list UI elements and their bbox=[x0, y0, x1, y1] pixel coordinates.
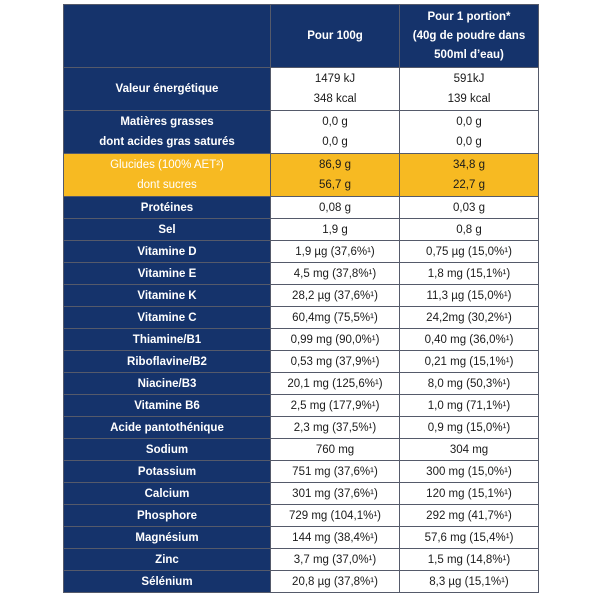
value-per-portion: 139 kcal bbox=[447, 93, 491, 105]
value-per-portion-cell bbox=[400, 549, 539, 571]
value-per-100g-cell bbox=[271, 111, 400, 154]
value-per-portion-cell bbox=[400, 395, 539, 417]
nutrient-label-cell bbox=[64, 197, 271, 219]
table-row bbox=[64, 263, 539, 285]
table-row bbox=[64, 68, 539, 111]
table-row bbox=[64, 483, 539, 505]
nutrient-label: dont acides gras saturés bbox=[99, 136, 235, 148]
value-per-100g-cell bbox=[271, 285, 400, 307]
table-row bbox=[64, 439, 539, 461]
value-per-100g-cell bbox=[271, 549, 400, 571]
table-row bbox=[64, 219, 539, 241]
value-per-100g-cell bbox=[271, 197, 400, 219]
value-per-portion: 1,5 mg (14,8%¹) bbox=[427, 553, 511, 566]
nutrient-label: Acide pantothénique bbox=[110, 421, 224, 434]
nutrient-label-cell bbox=[64, 483, 271, 505]
nutrient-label: Zinc bbox=[155, 553, 179, 566]
nutrition-table bbox=[63, 4, 539, 593]
table-row bbox=[64, 329, 539, 351]
value-per-portion: 0,75 µg (15,0%¹) bbox=[426, 245, 512, 258]
nutrition-table-container bbox=[63, 4, 538, 593]
value-per-100g-cell bbox=[271, 241, 400, 263]
value-per-portion-cell bbox=[400, 241, 539, 263]
nutrient-label-cell bbox=[64, 395, 271, 417]
value-per-portion-cell bbox=[400, 285, 539, 307]
value-per-portion-cell bbox=[400, 417, 539, 439]
nutrient-label: Magnésium bbox=[135, 531, 199, 544]
value-per-100g-cell bbox=[271, 351, 400, 373]
value-per-portion: 300 mg (15,0%¹) bbox=[426, 465, 512, 478]
value-per-100g: 3,7 mg (37,0%¹) bbox=[293, 553, 377, 566]
value-per-portion: 304 mg bbox=[449, 443, 489, 456]
nutrient-label-cell bbox=[64, 111, 271, 154]
value-per-portion: 0,03 g bbox=[453, 201, 485, 214]
value-per-portion-cell bbox=[400, 483, 539, 505]
value-per-100g: 20,1 mg (125,6%¹) bbox=[287, 377, 383, 390]
nutrient-label: Matières grasses bbox=[120, 116, 214, 128]
table-row bbox=[64, 373, 539, 395]
value-per-portion: 0,0 g bbox=[456, 116, 482, 128]
nutrient-label-cell bbox=[64, 527, 271, 549]
nutrient-label-cell bbox=[64, 549, 271, 571]
nutrient-label: Glucides (100% AET²) bbox=[110, 159, 224, 171]
header-per-portion-line: (40g de poudre dans bbox=[412, 29, 526, 42]
value-per-portion-cell bbox=[400, 219, 539, 241]
value-per-100g-cell bbox=[271, 571, 400, 593]
table-row bbox=[64, 197, 539, 219]
header-per-100g-text: Pour 100g bbox=[307, 29, 363, 42]
nutrient-label-cell bbox=[64, 307, 271, 329]
value-per-portion-cell bbox=[400, 197, 539, 219]
value-per-100g-cell bbox=[271, 263, 400, 285]
value-per-portion-cell bbox=[400, 373, 539, 395]
nutrient-label-cell bbox=[64, 439, 271, 461]
value-per-portion-cell bbox=[400, 527, 539, 549]
nutrient-label-cell bbox=[64, 329, 271, 351]
value-per-portion-cell bbox=[400, 351, 539, 373]
value-per-portion: 34,8 g bbox=[453, 159, 485, 171]
value-per-100g-cell bbox=[271, 461, 400, 483]
value-per-portion: 8,3 µg (15,1%¹) bbox=[429, 575, 509, 588]
nutrient-label-cell bbox=[64, 571, 271, 593]
value-per-100g-cell bbox=[271, 395, 400, 417]
value-per-portion: 120 mg (15,1%¹) bbox=[426, 487, 512, 500]
header-per-portion-line: 500ml d’eau) bbox=[434, 48, 504, 61]
value-per-100g: 144 mg (38,4%¹) bbox=[292, 531, 378, 544]
nutrient-label: Vitamine B6 bbox=[134, 399, 200, 412]
value-per-100g: 86,9 g bbox=[319, 159, 351, 171]
nutrient-label: Protéines bbox=[140, 201, 194, 214]
value-per-portion: 0,21 mg (15,1%¹) bbox=[424, 355, 514, 368]
value-per-portion-cell bbox=[400, 571, 539, 593]
value-per-100g: 2,5 mg (177,9%¹) bbox=[290, 399, 380, 412]
table-row bbox=[64, 461, 539, 483]
value-per-100g-cell bbox=[271, 527, 400, 549]
value-per-100g-cell bbox=[271, 505, 400, 527]
value-per-100g: 348 kcal bbox=[313, 93, 357, 105]
value-per-portion: 24,2mg (30,2%¹) bbox=[426, 311, 512, 324]
value-per-100g-cell bbox=[271, 329, 400, 351]
value-per-100g: 0,99 mg (90,0%¹) bbox=[290, 333, 380, 346]
table-row bbox=[64, 154, 539, 197]
value-per-100g-cell bbox=[271, 373, 400, 395]
value-per-100g: 0,08 g bbox=[319, 201, 351, 214]
value-per-100g: 729 mg (104,1%¹) bbox=[288, 509, 382, 522]
nutrient-label-cell bbox=[64, 373, 271, 395]
value-per-100g: 751 mg (37,6%¹) bbox=[292, 465, 378, 478]
nutrient-label-cell bbox=[64, 505, 271, 527]
table-row bbox=[64, 395, 539, 417]
value-per-portion-cell bbox=[400, 111, 539, 154]
value-per-100g-cell bbox=[271, 154, 400, 197]
value-per-portion-cell bbox=[400, 439, 539, 461]
nutrient-label: Potassium bbox=[137, 465, 197, 478]
nutrient-label: Riboflavine/B2 bbox=[127, 355, 207, 368]
value-per-portion: 0,40 mg (36,0%¹) bbox=[424, 333, 514, 346]
value-per-portion: 8,0 mg (50,3%¹) bbox=[427, 377, 511, 390]
table-row bbox=[64, 241, 539, 263]
value-per-100g: 20,8 µg (37,8%¹) bbox=[292, 575, 378, 588]
value-per-100g: 760 mg bbox=[315, 443, 355, 456]
value-per-100g: 56,7 g bbox=[319, 179, 351, 191]
value-per-portion: 1,8 mg (15,1%¹) bbox=[427, 267, 511, 280]
value-per-portion: 591kJ bbox=[453, 73, 485, 85]
value-per-100g: 1,9 g bbox=[322, 223, 348, 236]
value-per-100g-cell bbox=[271, 307, 400, 329]
nutrient-label: Sodium bbox=[145, 443, 189, 456]
nutrient-label-cell bbox=[64, 351, 271, 373]
nutrient-label: Vitamine C bbox=[137, 311, 197, 324]
value-per-portion-cell bbox=[400, 307, 539, 329]
nutrient-label: Sélénium bbox=[141, 575, 193, 588]
value-per-portion: 57,6 mg (15,4%¹) bbox=[424, 531, 514, 544]
value-per-portion-cell bbox=[400, 505, 539, 527]
value-per-100g-cell bbox=[271, 68, 400, 111]
nutrient-label-cell bbox=[64, 241, 271, 263]
value-per-portion: 11,3 µg (15,0%¹) bbox=[426, 289, 512, 302]
value-per-portion: 1,0 mg (71,1%¹) bbox=[427, 399, 511, 412]
nutrient-label: Valeur énergétique bbox=[115, 83, 219, 95]
nutrient-label: Vitamine D bbox=[137, 245, 197, 258]
value-per-100g-cell bbox=[271, 417, 400, 439]
nutrient-label-cell bbox=[64, 68, 271, 111]
nutrient-label-cell bbox=[64, 285, 271, 307]
value-per-portion: 292 mg (41,7%¹) bbox=[426, 509, 512, 522]
value-per-100g: 0,53 mg (37,9%¹) bbox=[290, 355, 380, 368]
table-row bbox=[64, 351, 539, 373]
nutrient-label: Phosphore bbox=[136, 509, 198, 522]
nutrient-label-cell bbox=[64, 417, 271, 439]
value-per-100g: 0,0 g bbox=[322, 116, 348, 128]
header-corner-cell bbox=[64, 5, 271, 68]
nutrient-label: Calcium bbox=[144, 487, 190, 500]
nutrient-label: Vitamine K bbox=[137, 289, 197, 302]
value-per-100g: 28,2 µg (37,6%¹) bbox=[292, 289, 378, 302]
table-row bbox=[64, 549, 539, 571]
nutrient-label: Vitamine E bbox=[137, 267, 197, 280]
nutrient-label-cell bbox=[64, 461, 271, 483]
nutrient-label-cell bbox=[64, 154, 271, 197]
nutrient-label-cell bbox=[64, 219, 271, 241]
value-per-portion: 0,0 g bbox=[456, 136, 482, 148]
table-row bbox=[64, 417, 539, 439]
table-row bbox=[64, 111, 539, 154]
table-header-row bbox=[64, 5, 539, 68]
value-per-portion: 22,7 g bbox=[453, 179, 485, 191]
value-per-portion-cell bbox=[400, 68, 539, 111]
table-row bbox=[64, 285, 539, 307]
nutrient-label: Niacine/B3 bbox=[137, 377, 197, 390]
table-row bbox=[64, 527, 539, 549]
value-per-100g: 301 mg (37,6%¹) bbox=[292, 487, 378, 500]
nutrient-label-cell bbox=[64, 263, 271, 285]
value-per-100g: 1,9 µg (37,6%¹) bbox=[295, 245, 375, 258]
value-per-100g-cell bbox=[271, 483, 400, 505]
value-per-100g: 1479 kJ bbox=[314, 73, 356, 85]
header-per-portion bbox=[400, 5, 539, 68]
header-per-portion-line: Pour 1 portion* bbox=[427, 10, 511, 23]
value-per-100g: 60,4mg (75,5%¹) bbox=[292, 311, 378, 324]
value-per-portion: 0,9 mg (15,0%¹) bbox=[427, 421, 511, 434]
value-per-portion-cell bbox=[400, 329, 539, 351]
value-per-100g-cell bbox=[271, 439, 400, 461]
value-per-100g: 2,3 mg (37,5%¹) bbox=[293, 421, 377, 434]
value-per-100g: 0,0 g bbox=[322, 136, 348, 148]
nutrient-label: dont sucres bbox=[137, 179, 197, 191]
value-per-100g: 4,5 mg (37,8%¹) bbox=[293, 267, 377, 280]
nutrient-label: Thiamine/B1 bbox=[132, 333, 202, 346]
header-per-100g bbox=[271, 5, 400, 68]
value-per-100g-cell bbox=[271, 219, 400, 241]
table-row bbox=[64, 571, 539, 593]
table-row bbox=[64, 307, 539, 329]
nutrient-label: Sel bbox=[158, 223, 176, 236]
value-per-portion-cell bbox=[400, 461, 539, 483]
table-row bbox=[64, 505, 539, 527]
value-per-portion: 0,8 g bbox=[456, 223, 482, 236]
value-per-portion-cell bbox=[400, 263, 539, 285]
value-per-portion-cell bbox=[400, 154, 539, 197]
